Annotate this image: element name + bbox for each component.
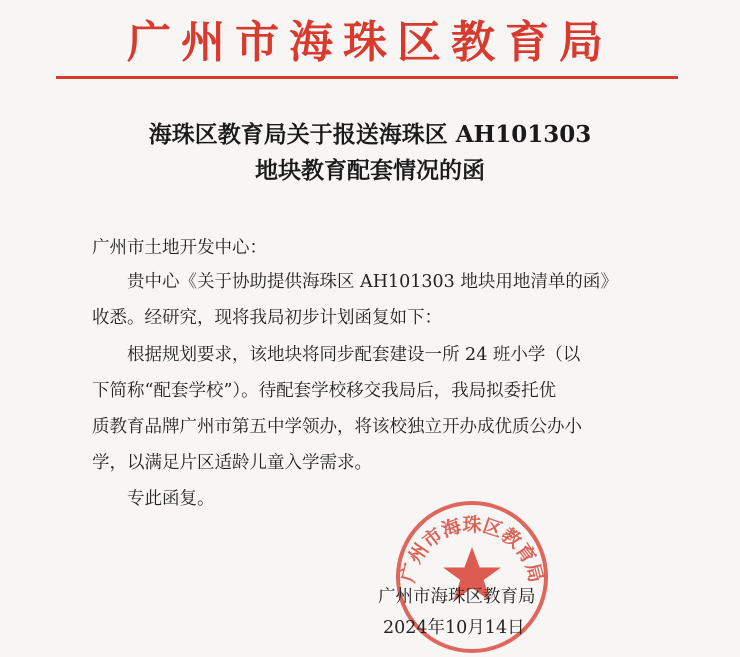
seal-text: 广州市海珠区教育局 <box>397 514 547 585</box>
body-line-5: 质教育品牌广州市第五中学领办，将该校独立开办成优质公办小 <box>92 417 582 437</box>
body-line-1: 贵中心《关于协助提供海珠区 AH101303 地块用地清单的函》 <box>127 272 618 292</box>
signature-date: 2024年10月14日 <box>383 618 525 638</box>
letterhead-rule <box>56 76 678 79</box>
letterhead-title: 广州市海珠区教育局 <box>127 17 613 68</box>
document-title-line-2: 地块教育配套情况的函 <box>255 157 485 184</box>
document-title-line-1: 海珠区教育局关于报送海珠区 AH101303 <box>148 121 592 148</box>
body-line-6: 学，以满足片区适龄儿童入学需求。 <box>92 453 372 473</box>
body-line-3: 根据规划要求，该地块将同步配套建设一所 24 班小学（以 <box>127 345 581 365</box>
closing-line: 专此函复。 <box>127 489 215 509</box>
signer-name: 广州市海珠区教育局 <box>378 587 536 607</box>
body-line-4: 下简称“配套学校”）。待配套学校移交我局后，我局拟委托优 <box>92 381 557 401</box>
body-line-2: 收悉。经研究，现将我局初步计划函复如下： <box>92 308 442 328</box>
addressee: 广州市土地开发中心： <box>92 238 267 258</box>
